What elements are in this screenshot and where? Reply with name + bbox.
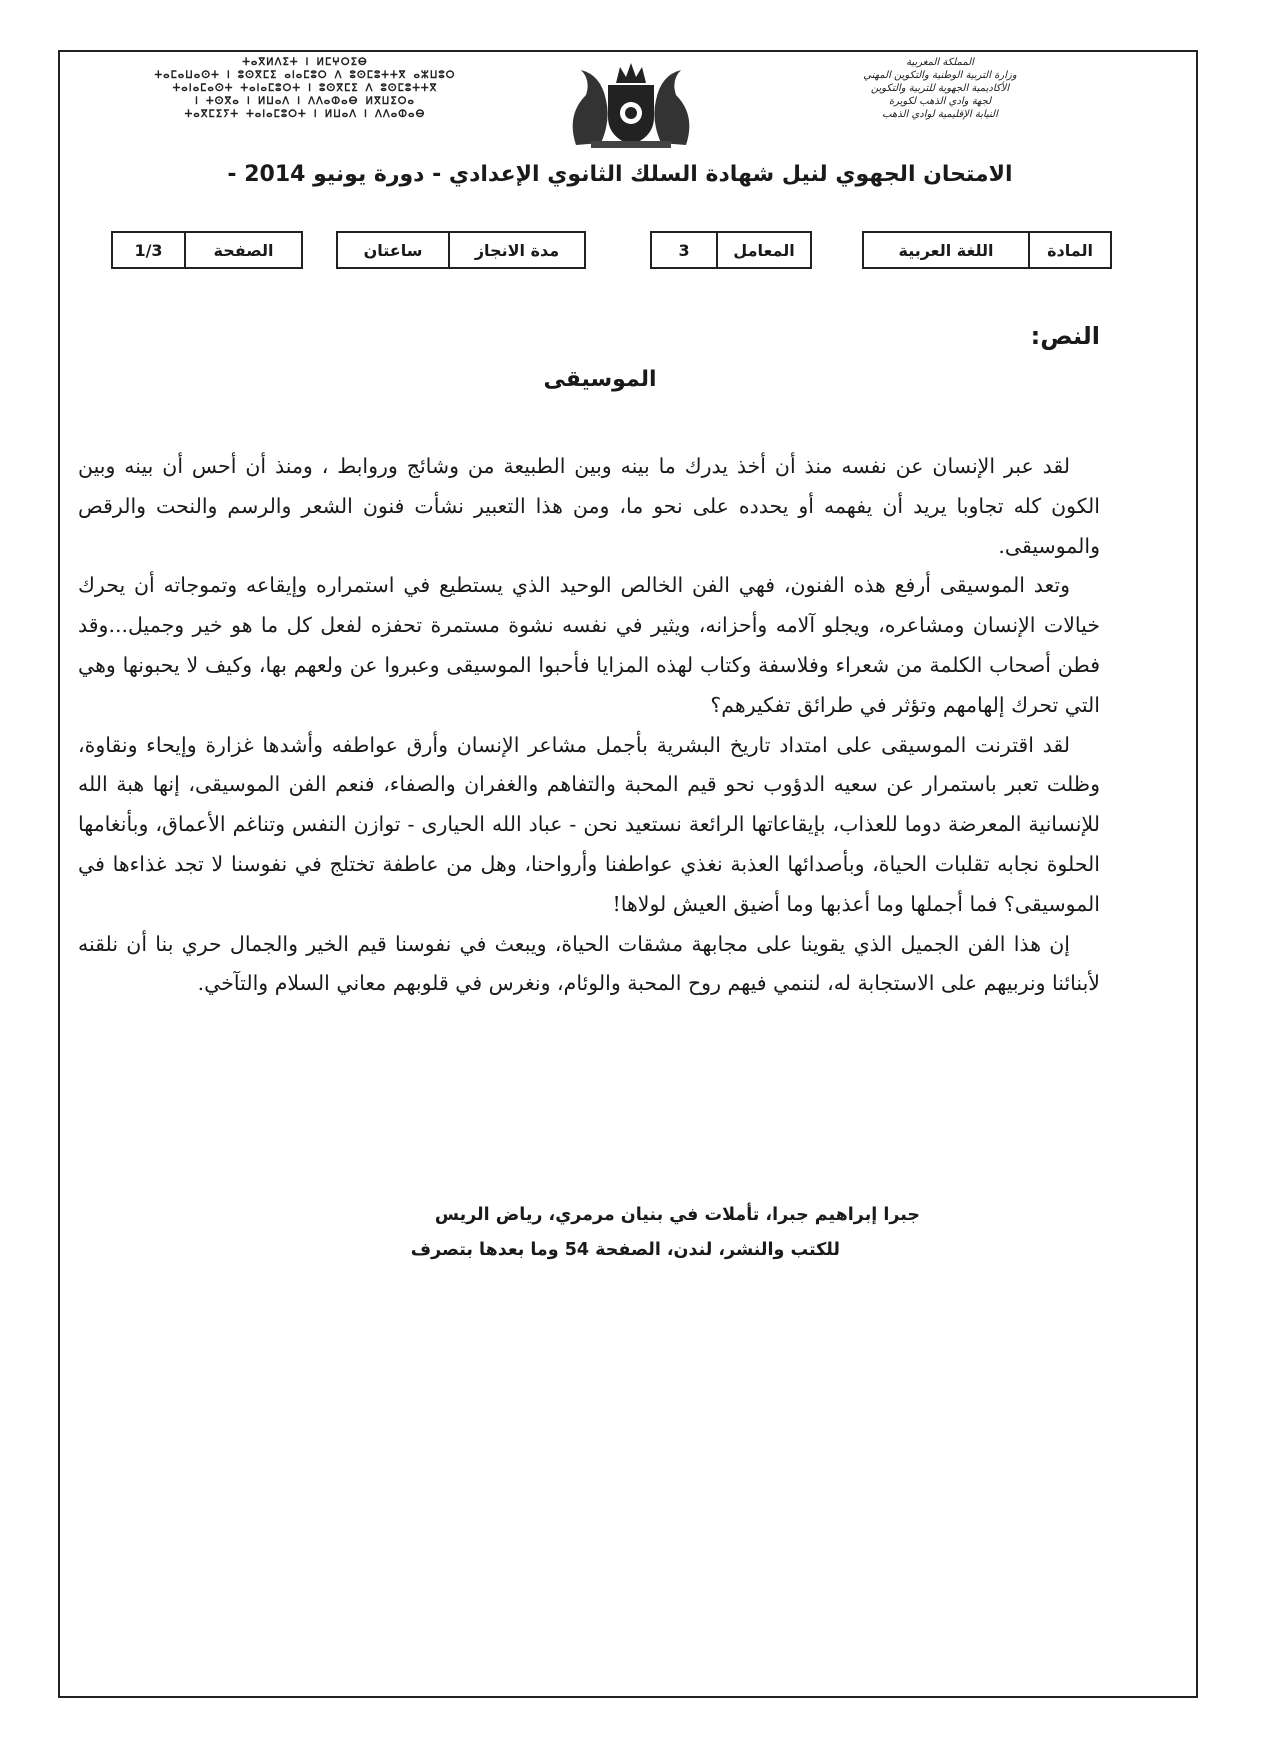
coefficient-label: المعامل: [733, 240, 795, 260]
coat-of-arms-icon: [556, 55, 706, 150]
tifinagh-line: ⵜⴰⴳⵎⵉⵢⵜ ⵜⴰⵏⴰⵎⵓⵔⵜ ⵏ ⵍⵡⴰⴷ ⵏ ⴷⴷⴰⵀⴰⴱ: [184, 109, 426, 120]
duration-value: ساعتان: [338, 233, 450, 267]
coefficient-box: [650, 231, 812, 269]
source-line: للكتب والنشر، لندن، الصفحة 54 وما بعدها بتصرف: [410, 1240, 840, 1260]
section-label: النص:: [1030, 322, 1100, 350]
duration-box: [336, 231, 586, 269]
header-tifinagh: [90, 56, 520, 121]
ministry-line: النيابة الإقليمية لوادي الذهب: [882, 109, 998, 120]
tifinagh-line: ⵜⴰⵏⴰⵎⴰⵙⵜ ⵜⴰⵏⴰⵎⵓⵔⵜ ⵏ ⵓⵙⴳⵎⵉ ⴷ ⵓⵙⵎⵓⵜⵜⴳ: [172, 83, 438, 94]
text-title: الموسيقى: [543, 367, 657, 392]
ministry-line: لجهة وادي الذهب لكويرة: [888, 96, 992, 107]
subject-label: المادة: [1047, 240, 1093, 260]
paragraph: لقد عبر الإنسان عن نفسه منذ أن أخذ يدرك ما بينه وبين الطبيعة من وشائج وروابط ، ومنذ أن أحس أن بينه وبين الكون كله تجاوبا يريد أن يفهمه أو يحدده على نحو ما، ومن هذا التعبير نشأت فنون الشعر والرسم والنحت والرقص والموسيقى.: [78, 454, 1100, 558]
page-number: 1/3: [113, 233, 186, 267]
source-line: جبرا إبراهيم جبرا، تأملات في بنيان مرمري، رياض الريس: [434, 1205, 920, 1225]
ministry-line: المملكة المغربية: [906, 57, 974, 68]
header-ministry: [790, 56, 1090, 121]
page-box: [111, 231, 303, 269]
paragraph: إن هذا الفن الجميل الذي يقوينا على مجابهة مشقات الحياة، ويبعث في نفوسنا قيم الخير والجمال حري بنا أن نلقنه لأبنائنا ونربيهم على الاستجابة له، لننمي فيهم روح المحبة والوئام، ونغرس في قلوبهم معاني السلام والتآخي.: [78, 931, 1100, 996]
source-citation: [120, 1198, 920, 1268]
tifinagh-line: ⵜⴰⵎⴰⵡⴰⵙⵜ ⵏ ⵓⵙⴳⵎⵉ ⴰⵏⴰⵎⵓⵔ ⴷ ⵓⵙⵎⵓⵜⵜⴳ ⴰⵣⵡⵓⵔ: [154, 70, 456, 81]
tifinagh-line: ⵏ ⵜⵙⴳⴰ ⵏ ⵍⵡⴰⴷ ⵏ ⴷⴷⴰⵀⴰⴱ ⵍⴳⵡⵉⵔⴰ: [195, 96, 415, 107]
page-label: الصفحة: [213, 240, 274, 260]
ministry-line: وزارة التربية الوطنية والتكوين المهني: [863, 70, 1017, 81]
subject-value: اللغة العربية: [864, 233, 1030, 267]
ministry-line: الأكاديمية الجهوية للتربية والتكوين: [870, 83, 1010, 94]
subject-box: [862, 231, 1112, 269]
duration-label: مدة الانجاز: [474, 240, 560, 260]
coefficient-value: 3: [652, 233, 718, 267]
passage: [78, 447, 1100, 1004]
paragraph: وتعد الموسيقى أرفع هذه الفنون، فهي الفن الخالص الوحيد الذي يستطيع في استمراره وإيقاعه وتموجاته أن يحرك خيالات الإنسان ومشاعره، ويجلو آلامه وأحزانه، ويثير في نفسه نشوة مستمرة تحفزه لفعل كل ما هو خير وجميل...وقد فطن أصحاب الكلمة من شعراء وفلاسفة وكتاب لهذه المزايا فأحبوا الموسيقى وعبروا عن ولعهم بها، وكيف لا يحبونها وهي التي تحرك إلهامهم وتؤثر في طرائق تفكيرهم؟: [78, 573, 1100, 717]
tifinagh-line: ⵜⴰⴳⵍⴷⵉⵜ ⵏ ⵍⵎⵖⵔⵉⴱ: [242, 57, 368, 68]
exam-title: الامتحان الجهوي لنيل شهادة السلك الثانوي الإعدادي - دورة يونيو 2014 -: [227, 162, 1013, 187]
paragraph: لقد اقترنت الموسيقى على امتداد تاريخ البشرية بأجمل مشاعر الإنسان وأرق عواطفه وأشدها غزارة وإيحاء ونقاوة، وظلت تعبر باستمرار عن سعيه الدؤوب نحو قيم المحبة والتفاهم والغفران والصفاء، فنعم الفن الموسيقى، إنها هبة الله للإنسانية المعرضة دوما للعذاب، بإيقاعاتها الرائعة نستعيد نحن - عباد الله الحيارى - توازن النفس وتناغم الأعماق، وبأنغامها الحلوة نجابه تقلبات الحياة، وبأصدائها العذبة نغذي عواطفنا وأرواحنا، وهل من عاطفة تختلج في نفوسنا لا تجد غذاءها في الموسيقى؟ فما أجملها وما أعذبها وما أضيق العيش لولاها!: [78, 732, 1100, 916]
